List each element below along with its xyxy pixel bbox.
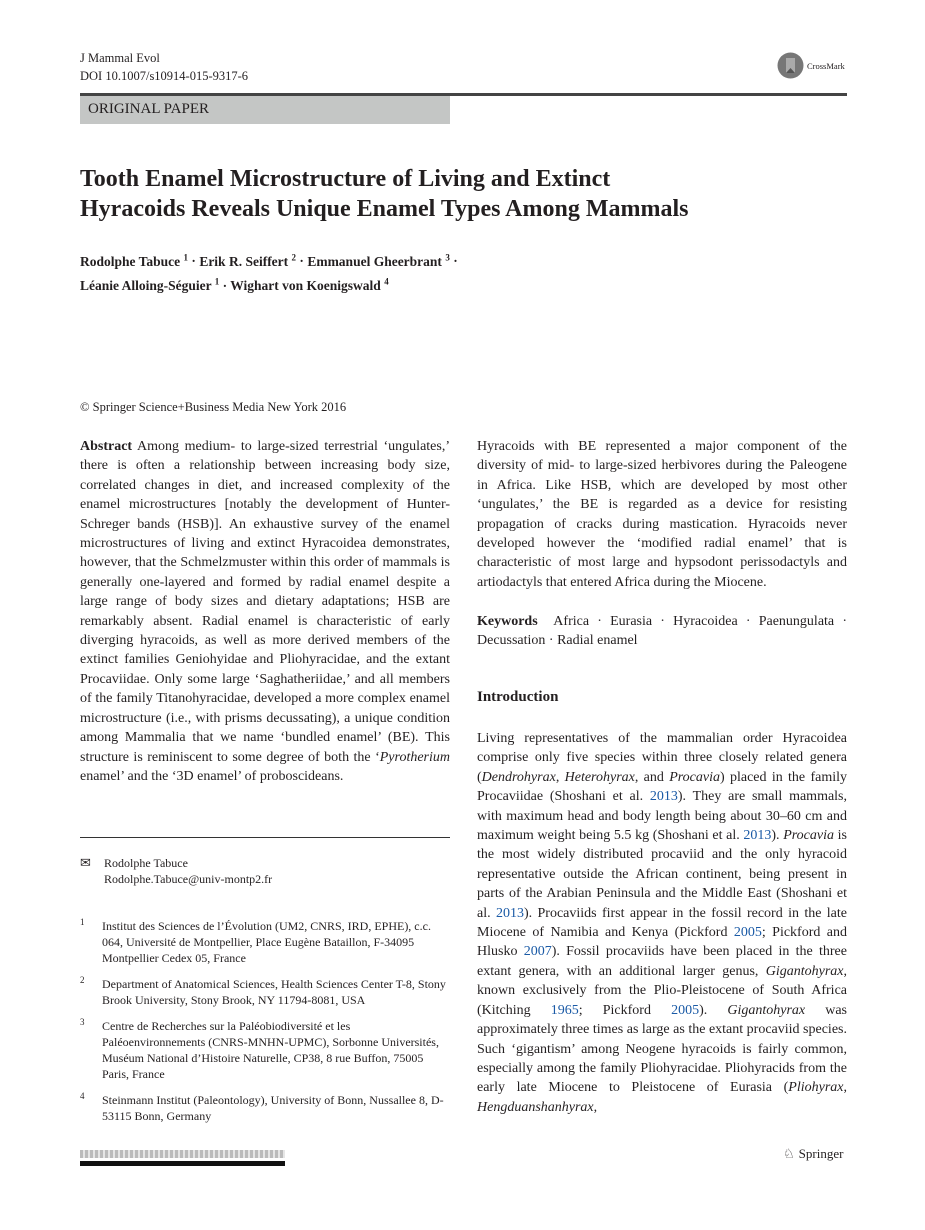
keywords-text: Africa · Eurasia · Hyracoidea · Paenungulata · Decussation · Radial enamel: [477, 614, 847, 649]
author[interactable]: Erik R. Seiffert $^2$: [199, 252, 297, 269]
citation-link[interactable]: 2013: [649, 789, 678, 805]
text-run: ,: [555, 769, 565, 785]
text-run: ). They are small mammals, with maximum head and body length being about 30–60 cm and maximum weight being 5.5 kg (Shoshani et al.: [477, 789, 848, 844]
citation-link[interactable]: 2013: [743, 828, 772, 844]
author[interactable]: Wighart von Koenigswald $^4$: [230, 276, 389, 293]
springer-horse-icon: ♘: [783, 1146, 795, 1161]
keywords-label: Keywords: [477, 614, 538, 629]
crossmark-icon: [777, 52, 804, 79]
author[interactable]: Emmanuel Gheerbrant $^3$: [307, 252, 450, 269]
text-run: ). Procaviids first appear in the fossil record in the late Miocene of Namibia and Kenya (Pickford: [477, 905, 847, 941]
keywords: [477, 612, 847, 651]
italic-text: Hengduanshanhyrax: [477, 1099, 594, 1115]
author[interactable]: Rodolphe Tabuce $^1$: [80, 252, 189, 269]
envelope-icon: ✉: [80, 855, 91, 870]
abstract-label: Abstract: [80, 439, 133, 454]
title-line: Tooth Enamel Microstructure of Living and Extinct: [80, 166, 611, 192]
affiliation: 1 Institut des Sciences de l’Évolution (UM2, CNRS, IRD, EPHE), c.c. 064, Université de Montpellier, Place Eugène Bataillon, F-34095 Montpellier Cedex 05, France: [80, 917, 431, 965]
crossmark-button[interactable]: [777, 52, 845, 79]
introduction-body: [477, 729, 847, 1117]
text-run: is the most widely distributed procaviid and the only hyracoid representative outside the African continent, being present in parts of the Arabian Peninsula and the Middle East (Shoshani et al.: [477, 828, 847, 921]
correspondence-email[interactable]: Rodolphe.Tabuce@univ-montp2.fr: [104, 872, 273, 886]
text-run: was approximately three times as large as the extant procaviid species. Such ‘gigantism’ among Neogene hyracoids is fairly common, especially among the family Pliohyracidae. Pliohyracids from the early late Miocene to Pleistocene of Eurasia (: [477, 1002, 847, 1096]
crossmark-label: CrossMark: [807, 60, 845, 71]
footer-bar: [80, 1161, 285, 1166]
copyright: © Springer Science+Business Media New York 2016: [80, 400, 347, 414]
italic-text: Gigantohyrax: [727, 1002, 806, 1018]
text-run: ) placed in the family Procaviidae (Shoshani et al.: [477, 769, 847, 805]
italic-text: Procavia: [783, 828, 834, 844]
article-type: ORIGINAL PAPER: [80, 96, 450, 124]
italic-text: Pyrotherium: [379, 749, 450, 765]
affiliation: 4 Steinmann Institut (Paleontology), University of Bonn, Nussallee 8, D-53115 Bonn, Germany: [80, 1091, 444, 1123]
abstract-continued: Hyracoids with BE represented a major component of the diversity of mid- to large-sized herbivores during the Paleogene in Africa. Like HSB, which are developed by most other ‘ungulates,’ the BE is regarded as a device for resisting propagation of cracks during mastication. Hyracoids never developed however the ‘modified radial enamel’ that is characteristic of most large and hypsodont perissodactyls and artiodactyls that entered Africa during the Miocene.: [477, 439, 847, 590]
text-run: ).: [771, 828, 784, 844]
text-run: ).: [699, 1002, 728, 1018]
citation-link[interactable]: 2005: [671, 1002, 700, 1018]
author-list: Rodolphe Tabuce $^1$ · Erik R. Seiffert $^2$ · Emmanuel Gheerbrant $^3$ · Léanie Alloing-Séguier $^1$ · Wighart von Koenigswald $^4$: [80, 252, 458, 293]
text-run: Among medium- to large-sized terrestrial ‘ungulates,’ there is often a relationship between increasing body size, correlated changes in diet, and increased complexity of the enamel microstructures [notably the development of Hunter-Schreger bands (HSB)]. An exhaustive survey of the enamel microstructures of living and extinct Hyracoidea demonstrates, however, that the Schmelzmuster within this order of mammals is generally one-layered and formed by radial enamel despite a large range of body sizes and dietary adaptations; HSB are remarkably absent. Radial enamel is characteristic of early diverging hyracoids, as well as more derived members of the extinct families Geniohyidae and Pliohyracidae, and the extant Procaviidae. Only some large ‘Saghatheriidae,’ and all members of the family Titanohyracidae, developed a more complex enamel microstructure (i.e., with prisms decussating), a unique condition among Mammalia that we name ‘bundled enamel’ (BE). This structure is reminiscent to some degree of both the ‘: [80, 439, 450, 765]
affiliation: 3 Centre de Recherches sur la Paléobiodiversité et les Paléoenvironnements (CNRS-MNHN-UPMC), Sorbonne Universités, Muséum National d’Histoire Naturelle, CP38, 8 rue Buffon, 75005 Paris, France: [80, 1017, 439, 1081]
paper-title: [80, 164, 840, 224]
section-heading-introduction: Introduction: [477, 689, 559, 705]
journal-name: J Mammal Evol: [80, 51, 160, 65]
affiliations: [80, 918, 450, 1124]
abstract: [80, 437, 450, 786]
italic-text: Procavia: [669, 769, 721, 785]
text-run: , and: [634, 769, 670, 785]
springer-logo: [783, 1146, 843, 1162]
italic-text: Heterohyrax: [564, 769, 635, 785]
text-run: ). Fossil procaviids have been placed in the three extant genera, with an additional larger genus,: [477, 944, 847, 979]
text-run: ,: [593, 1099, 598, 1115]
citation-link[interactable]: 1965: [550, 1002, 579, 1018]
text-run: Living representatives of the mammalian order Hyracoidea comprise only five species within three closely related genera (: [477, 731, 847, 785]
author[interactable]: Léanie Alloing-Séguier $^1$: [80, 276, 220, 293]
citation-link[interactable]: 2007: [523, 944, 552, 960]
title-line: Hyracoids Reveals Unique Enamel Types Among Mammals: [80, 196, 689, 222]
italic-text: Pliohyrax: [788, 1080, 844, 1096]
correspondence-name: Rodolphe Tabuce: [104, 856, 188, 870]
text-run: , known exclusively from the Plio-Pleistocene of South Africa (Kitching: [477, 963, 847, 1018]
italic-text: Dendrohyrax: [481, 769, 556, 785]
footnote-rule: [80, 837, 450, 838]
citation-link[interactable]: 2005: [733, 925, 762, 941]
publisher-name: Springer: [798, 1146, 844, 1161]
barcode-strip: [80, 1150, 285, 1158]
text-run: ; Pickford and Hlusko: [477, 925, 847, 960]
italic-text: Gigantohyrax: [765, 963, 844, 979]
journal-header: [80, 49, 248, 85]
text-run: enamel’ and the ‘3D enamel’ of proboscideans.: [80, 768, 344, 784]
abstract-body: [80, 439, 450, 784]
text-run: ,: [843, 1080, 847, 1096]
text-run: ; Pickford: [578, 1002, 672, 1018]
correspondence: [80, 855, 272, 887]
citation-link[interactable]: 2013: [495, 905, 524, 921]
doi[interactable]: DOI 10.1007/s10914-015-9317-6: [80, 69, 249, 83]
affiliation: 2 Department of Anatomical Sciences, Health Sciences Center T-8, Stony Brook University, Stony Brook, NY 11794-8081, USA: [80, 975, 446, 1007]
